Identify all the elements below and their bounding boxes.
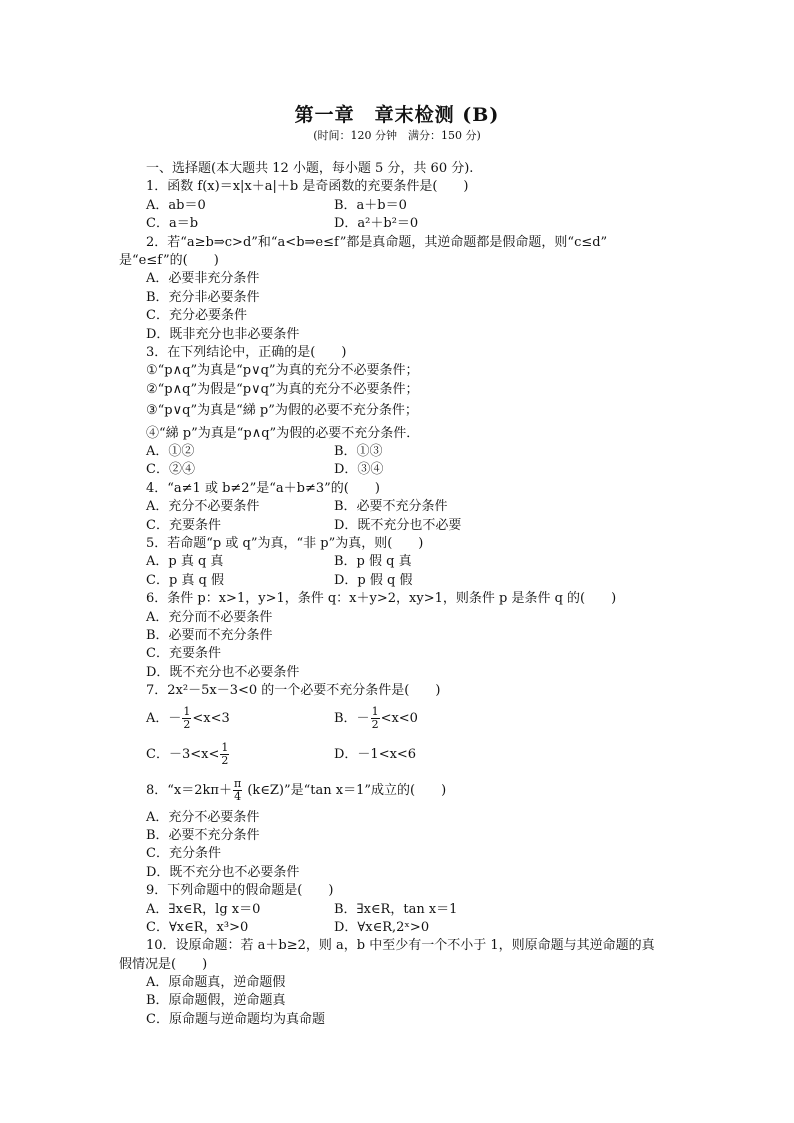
option-d: D．既非充分也非必要条件 [146, 326, 300, 342]
option-d: D．既不充分也不必要 [334, 517, 462, 533]
option-a: A．∃x∈R，lg x＝0 [146, 901, 261, 917]
option-c: C．∀x∈R，x³>0 [146, 919, 249, 935]
option-a: A．ab＝0 [146, 197, 206, 213]
question-5-stem: 5．若命题“p 或 q”为真，“非 p”为真，则( ) [146, 536, 424, 552]
question-8-stem: 8．“x＝2kπ＋ $\frac{\pi}{4}$ (k∈Z)”是“tan x＝1”成立的( ) [146, 776, 447, 803]
option-d: D．∀x∈R,2ˣ>0 [334, 919, 430, 935]
exam-info: (时间：120 分钟 满分：150 分) [313, 129, 481, 142]
option-d: D．a²＋b²＝0 [334, 216, 419, 232]
option-b: B．①③ [334, 444, 383, 460]
question-2-stem-cont: 是“e≤f”的( ) [119, 252, 219, 268]
question-2-stem: 2．若“a≥b⇒c>d”和“a<b⇒e≤f”都是真命题，其逆命题都是假命题，则“c≤d” [146, 234, 608, 250]
option-a: A．①② [146, 444, 195, 460]
fraction: $\frac{1}{2}$ [371, 704, 379, 731]
option-a: A．必要非充分条件 [146, 271, 260, 287]
question-10-stem-cont: 假情况是( ) [119, 956, 208, 972]
option-d: D．既不充分也不必要条件 [146, 864, 300, 880]
option-c: C．充分必要条件 [146, 308, 247, 324]
option-a: A．充分而不必要条件 [146, 609, 273, 625]
option-b: B．必要不充分条件 [146, 827, 260, 843]
option-d: D．p 假 q 假 [334, 572, 413, 588]
fraction: $\frac{1}{2}$ [221, 740, 229, 767]
fraction: $\frac{\pi}{4}$ [233, 776, 242, 803]
option-b: B．充分非必要条件 [146, 289, 260, 305]
option-c: C．原命题与逆命题均为真命题 [146, 1011, 325, 1027]
option-b: B．原命题假，逆命题真 [146, 993, 286, 1009]
option-c: C．充要条件 [146, 646, 221, 662]
option-b: B．a＋b＝0 [334, 197, 407, 213]
option-b: B．p 假 q 真 [334, 554, 412, 570]
option-c: C．充分条件 [146, 846, 221, 862]
question-9-options-cd [119, 919, 679, 937]
statement-3: ③“p∨q”为真是“綈 p”为假的必要不充分条件； [146, 403, 418, 419]
fraction: $\frac{1}{2}$ [183, 704, 191, 731]
question-9-options-ab [119, 901, 679, 919]
question-5-options-ab [119, 553, 679, 571]
question-5-options-cd [119, 572, 679, 590]
option-a: A．充分不必要条件 [146, 809, 260, 825]
option-d: D．③④ [334, 462, 384, 478]
question-3-options-cd [119, 461, 679, 479]
option-c: C．p 真 q 假 [146, 572, 224, 588]
question-3-options-ab [119, 443, 679, 461]
question-4-options-cd [119, 517, 679, 535]
statement-4: ④“綈 p”为真是“p∧q”为假的必要不充分条件． [146, 426, 420, 442]
question-4-stem: 4．“a≠1 或 b≠2”是“a＋b≠3”的( ) [146, 480, 380, 496]
question-7-stem: 7．2x²－5x－3<0 的一个必要不充分条件是( ) [146, 683, 441, 699]
question-1-options-cd [119, 215, 679, 233]
option-d: D．－1<x<6 [334, 746, 417, 762]
question-3-stem: 3．在下列结论中，正确的是( ) [146, 344, 347, 360]
question-1-stem: 1．函数 f(x)＝x|x＋a|＋b 是奇函数的充要条件是( ) [146, 179, 469, 195]
question-list [119, 160, 679, 1029]
option-b: B．必要不充分条件 [334, 499, 448, 515]
question-6-stem: 6．条件 p：x>1，y>1，条件 q：x＋y>2，xy>1，则条件 p 是条件 q 的( ) [146, 591, 617, 607]
option-b: B．－ $\frac{1}{2}$ <x<0 [334, 704, 418, 731]
option-b: B．∃x∈R，tan x＝1 [334, 901, 458, 917]
option-a: A．充分不必要条件 [146, 499, 260, 515]
section-heading: 一、选择题(本大题共 12 小题，每小题 5 分，共 60 分). [146, 161, 474, 176]
option-c: C．②④ [146, 462, 195, 478]
statement-1: ①“p∧q”为真是“p∨q”为真的充分不必要条件； [146, 363, 419, 379]
question-10-stem: 10．设原命题：若 a＋b≥2，则 a，b 中至少有一个不小于 1，则原命题与其逆命题的真 [146, 938, 655, 954]
option-d: D．既不充分也不必要条件 [146, 664, 300, 680]
option-b: B．必要而不充分条件 [146, 627, 273, 643]
question-7-options-ab [119, 701, 679, 737]
statement-2: ②“p∧q”为假是“p∨q”为真的充分不必要条件； [146, 381, 419, 397]
page-title: 第一章 章末检测 (B) [294, 104, 500, 126]
option-c: C．－3<x< $\frac{1}{2}$ [146, 740, 229, 767]
option-a: A．原命题真，逆命题假 [146, 975, 286, 991]
question-1-options-ab [119, 197, 679, 215]
question-4-options-ab [119, 498, 679, 516]
question-9-stem: 9．下列命题中的假命题是( ) [146, 883, 334, 899]
question-7-options-cd [119, 737, 679, 773]
option-c: C．充要条件 [146, 517, 221, 533]
option-c: C．a＝b [146, 216, 199, 232]
option-a: A．p 真 q 真 [146, 554, 224, 570]
option-a: A．－ $\frac{1}{2}$ <x<3 [146, 704, 230, 731]
